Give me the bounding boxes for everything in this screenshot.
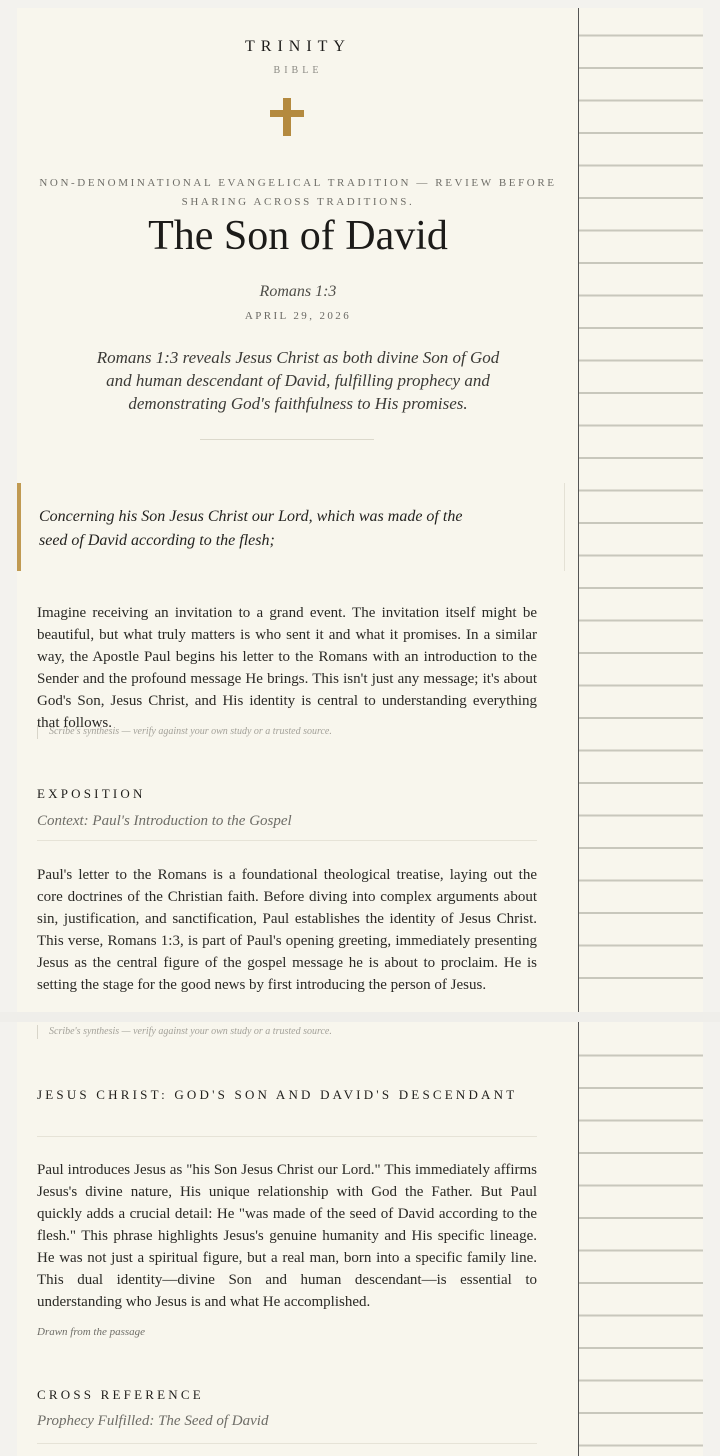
ruled-notes-panel [578,8,703,1012]
devotional-date: APRIL 29, 2026 [244,310,352,322]
scripture-reference: Romans 1:3 [259,283,337,300]
ruled-notes-panel [578,1022,703,1456]
divider [200,439,374,440]
exposition-subheading: Context: Paul's Introduction to the Gospel [37,813,292,829]
intro-paragraph: Imagine receiving an invitation to a grand event. The invitation itself might be beautiful, but what truly matters is who sent it and what it promises. In a similar way, the Apostle Paul begins his letter to the Romans with an introduction to the Sender and the profound message He brings. This isn't just any message; it's about God's Son, Jesus Christ, and His identity is central to understanding everything that follows. [37,605,537,731]
exposition-paragraph: Paul's letter to the Romans is a foundational theological treatise, laying out the core doctrines of the Christian faith. Before diving into complex arguments about sin, justification, and sanctification, Paul establishes the identity of Jesus Christ. This verse, Romans 1:3, is part of Paul's opening greeting, immediately presenting Jesus as the central figure of the gospel message he is about to proclaim. He is setting the stage for the good news by first introducing the person of Jesus. [37,867,537,993]
screenshot-seam [0,1012,720,1022]
section-heading: JESUS CHRIST: GOD'S SON AND DAVID'S DESCENDANT [37,1087,518,1102]
section-divider [37,1136,537,1137]
summary: Romans 1:3 reveals Jesus Christ as both divine Son of God and human descendant of David, fulfilling prophecy and demonstrating God's faithfulness to His promises. [96,348,500,413]
cross-reference-subheading: Prophecy Fulfilled: The Seed of David [37,1413,269,1429]
cross-icon [270,98,304,136]
synthesis-note: Scribe's synthesis — verify against your own study or a trusted source. [37,1025,332,1039]
synthesis-note: Scribe's synthesis — verify against your own study or a trusted source. [37,725,332,739]
quote-accent-bar [17,483,21,571]
devotional-page-top [17,8,579,1012]
page-title: The Son of David [148,213,448,259]
brand-title: TRINITY [245,38,351,55]
section-divider [37,1443,537,1444]
exposition-heading: EXPOSITION [37,786,146,801]
tradition-note: NON-DENOMINATIONAL EVANGELICAL TRADITION — REVIEW BEFORE SHARING ACROSS TRADITIONS. [39,177,557,208]
verse-text: Concerning his Son Jesus Christ our Lord, which was made of the seed of David according to the flesh; [39,508,463,549]
source-note: Drawn from the passage [37,1326,146,1338]
verse-quote [17,483,565,571]
section-divider [37,840,537,841]
section-paragraph: Paul introduces Jesus as "his Son Jesus Christ our Lord." This immediately affirms Jesus's divine nature, His unique relationship with God the Father. But Paul quickly adds a crucial detail: He "was made of the seed of David according to the flesh." This phrase highlights Jesus's genuine humanity and His specific lineage. He was not just a spiritual figure, but a real man, born into a specific family line. This dual identity—divine Son and human descendant—is essential to understanding who Jesus is and what He accomplished. [37,1162,537,1310]
brand-subtitle: BIBLE [273,65,323,76]
cross-reference-heading: CROSS REFERENCE [37,1387,204,1402]
devotional-page-bottom [17,1022,579,1456]
